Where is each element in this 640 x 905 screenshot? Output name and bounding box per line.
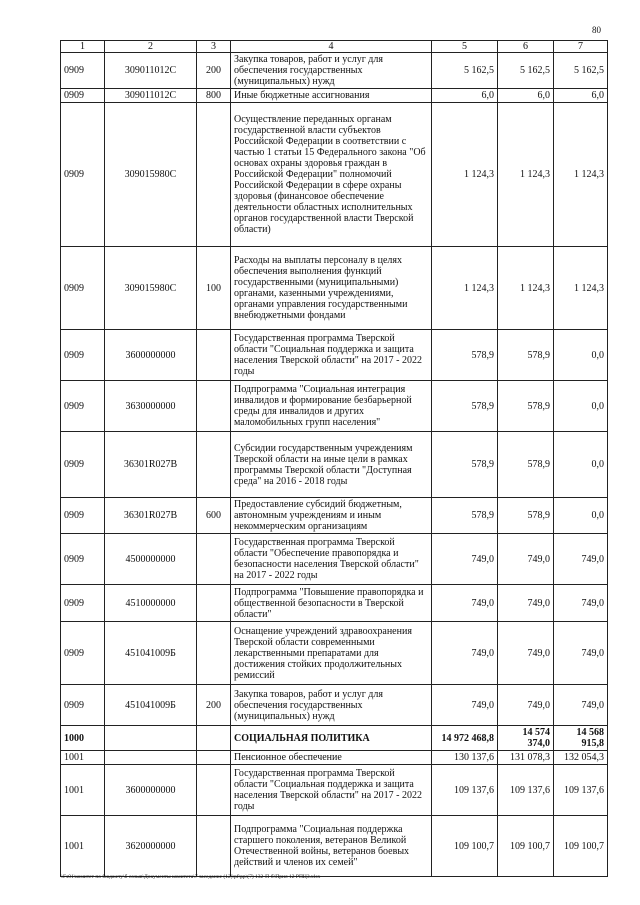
amount-year-2: 6,0 — [498, 89, 554, 103]
amount-year-3: 749,0 — [554, 534, 608, 585]
budget-table — [60, 40, 608, 877]
table-row — [61, 247, 608, 330]
expense-type-code: 800 — [197, 89, 231, 103]
amount-year-1: 6,0 — [432, 89, 498, 103]
column-header: 1 — [61, 41, 105, 53]
amount-year-1: 14 972 468,8 — [432, 726, 498, 751]
expense-type-code — [197, 816, 231, 877]
table-row — [61, 381, 608, 432]
item-name: Расходы на выплаты персоналу в целях обеспечения выполнения функций государственными (муниципальными) органами, казенными учреждениями, органами управления государственными внебюджетными фондами — [231, 247, 432, 330]
table-row — [61, 53, 608, 89]
item-name: Пенсионное обеспечение — [231, 751, 432, 765]
amount-year-3: 749,0 — [554, 622, 608, 685]
amount-year-1: 578,9 — [432, 381, 498, 432]
target-article-code: 3630000000 — [105, 381, 197, 432]
amount-year-3: 749,0 — [554, 685, 608, 726]
target-article-code: 3600000000 — [105, 330, 197, 381]
expense-type-code: 600 — [197, 498, 231, 534]
amount-year-3: 6,0 — [554, 89, 608, 103]
amount-year-1: 1 124,3 — [432, 247, 498, 330]
amount-year-3: 0,0 — [554, 330, 608, 381]
amount-year-3: 1 124,3 — [554, 247, 608, 330]
amount-year-2: 5 162,5 — [498, 53, 554, 89]
table-row — [61, 622, 608, 685]
expense-type-code — [197, 534, 231, 585]
target-article-code: 451041009Б — [105, 685, 197, 726]
section-code: 1000 — [61, 726, 105, 751]
target-article-code: 36301R027B — [105, 498, 197, 534]
target-article-code: 309015980С — [105, 103, 197, 247]
amount-year-3: 0,0 — [554, 498, 608, 534]
table-row-section-total — [61, 726, 608, 751]
target-article-code: 4510000000 — [105, 585, 197, 622]
target-article-code: 451041009Б — [105, 622, 197, 685]
section-code: 1001 — [61, 816, 105, 877]
expense-type-code — [197, 585, 231, 622]
amount-year-2: 749,0 — [498, 685, 554, 726]
expense-type-code — [197, 330, 231, 381]
column-header: 6 — [498, 41, 554, 53]
table-row — [61, 89, 608, 103]
expense-type-code: 200 — [197, 685, 231, 726]
section-code: 0909 — [61, 381, 105, 432]
amount-year-2: 578,9 — [498, 498, 554, 534]
table-row — [61, 816, 608, 877]
expense-type-code — [197, 622, 231, 685]
amount-year-3: 1 124,3 — [554, 103, 608, 247]
item-name: Государственная программа Тверской области "Обеспечение правопорядка и безопасности населения Тверской области" на 2017 - 2022 годы — [231, 534, 432, 585]
section-code: 0909 — [61, 498, 105, 534]
target-article-code — [105, 726, 197, 751]
amount-year-2: 578,9 — [498, 432, 554, 498]
item-name: СОЦИАЛЬНАЯ ПОЛИТИКА — [231, 726, 432, 751]
amount-year-1: 109 137,6 — [432, 765, 498, 816]
amount-year-3: 109 137,6 — [554, 765, 608, 816]
amount-year-2: 109 137,6 — [498, 765, 554, 816]
amount-year-1: 749,0 — [432, 622, 498, 685]
item-name: Субсидии государственным учреждениям Тверской области на иные цели в рамках программы Тверской области "Доступная среда" на 2016 - 2018 годы — [231, 432, 432, 498]
section-code: 0909 — [61, 534, 105, 585]
column-header: 3 — [197, 41, 231, 53]
item-name: Государственная программа Тверской области "Социальная поддержка и защита населения Тверской области" на 2017 - 2022 годы — [231, 330, 432, 381]
table-row — [61, 765, 608, 816]
table-header-row — [61, 41, 608, 53]
expense-type-code: 100 — [197, 247, 231, 330]
item-name: Закупка товаров, работ и услуг для обеспечения государственных (муниципальных) нужд — [231, 685, 432, 726]
section-code: 1001 — [61, 765, 105, 816]
amount-year-1: 749,0 — [432, 685, 498, 726]
item-name: Закупка товаров, работ и услуг для обеспечения государственных (муниципальных) нужд — [231, 53, 432, 89]
amount-year-1: 578,9 — [432, 498, 498, 534]
item-name: Предоставление субсидий бюджетным, автономным учреждениям и иным некоммерческим организациям — [231, 498, 432, 534]
section-code: 0909 — [61, 622, 105, 685]
amount-year-2: 749,0 — [498, 622, 554, 685]
target-article-code: 3600000000 — [105, 765, 197, 816]
item-name: Подпрограмма "Повышение правопорядка и общественной безопасности в Тверской области" — [231, 585, 432, 622]
target-article-code: 4500000000 — [105, 534, 197, 585]
amount-year-2: 749,0 — [498, 534, 554, 585]
amount-year-3: 5 162,5 — [554, 53, 608, 89]
target-article-code: 36301R027B — [105, 432, 197, 498]
amount-year-2: 578,9 — [498, 330, 554, 381]
amount-year-1: 130 137,6 — [432, 751, 498, 765]
table-row — [61, 585, 608, 622]
expense-type-code — [197, 381, 231, 432]
amount-year-1: 578,9 — [432, 330, 498, 381]
item-name: Подпрограмма "Социальная интеграция инвалидов и формирование безбарьерной среды для инвалидов и других маломобильных групп населения" — [231, 381, 432, 432]
target-article-code: 3620000000 — [105, 816, 197, 877]
expense-type-code: 200 — [197, 53, 231, 89]
table-row — [61, 534, 608, 585]
file-path-footer: \\Fs01\комитет по бюджету\б созыв\Документы комитета\7 заседание (12)\рf\рр\(7) 132-П-б\Прил 12 РПЦЗ.xlsx — [60, 874, 321, 880]
amount-year-2: 14 574 374,0 — [498, 726, 554, 751]
expense-type-code — [197, 103, 231, 247]
amount-year-2: 749,0 — [498, 585, 554, 622]
expense-type-code — [197, 726, 231, 751]
column-header: 7 — [554, 41, 608, 53]
table-row — [61, 103, 608, 247]
table-row — [61, 330, 608, 381]
amount-year-3: 0,0 — [554, 432, 608, 498]
amount-year-1: 749,0 — [432, 585, 498, 622]
section-code: 1001 — [61, 751, 105, 765]
section-code: 0909 — [61, 330, 105, 381]
table-row — [61, 685, 608, 726]
amount-year-2: 109 100,7 — [498, 816, 554, 877]
table-row — [61, 751, 608, 765]
amount-year-2: 578,9 — [498, 381, 554, 432]
table-row — [61, 432, 608, 498]
expense-type-code — [197, 765, 231, 816]
expense-type-code — [197, 751, 231, 765]
page-number: 80 — [592, 25, 601, 35]
section-code: 0909 — [61, 103, 105, 247]
amount-year-1: 749,0 — [432, 534, 498, 585]
amount-year-1: 109 100,7 — [432, 816, 498, 877]
amount-year-1: 578,9 — [432, 432, 498, 498]
section-code: 0909 — [61, 247, 105, 330]
amount-year-2: 131 078,3 — [498, 751, 554, 765]
expense-type-code — [197, 432, 231, 498]
column-header: 4 — [231, 41, 432, 53]
section-code: 0909 — [61, 685, 105, 726]
amount-year-3: 0,0 — [554, 381, 608, 432]
table-row — [61, 498, 608, 534]
amount-year-3: 109 100,7 — [554, 816, 608, 877]
item-name: Оснащение учреждений здравоохранения Тверской области современными лекарственными препаратами для достижения стойких продолжительных ремиссий — [231, 622, 432, 685]
section-code: 0909 — [61, 432, 105, 498]
target-article-code: 309015980С — [105, 247, 197, 330]
amount-year-3: 749,0 — [554, 585, 608, 622]
target-article-code: 309011012С — [105, 53, 197, 89]
column-header: 5 — [432, 41, 498, 53]
amount-year-1: 5 162,5 — [432, 53, 498, 89]
amount-year-2: 1 124,3 — [498, 103, 554, 247]
item-name: Государственная программа Тверской области "Социальная поддержка и защита населения Тверской области" на 2017 - 2022 годы — [231, 765, 432, 816]
column-header: 2 — [105, 41, 197, 53]
section-code: 0909 — [61, 585, 105, 622]
item-name: Подпрограмма "Социальная поддержка старшего поколения, ветеранов Великой Отечественной войны, ветеранов боевых действий и членов их семей" — [231, 816, 432, 877]
amount-year-3: 132 054,3 — [554, 751, 608, 765]
section-code: 0909 — [61, 53, 105, 89]
item-name: Иные бюджетные ассигнования — [231, 89, 432, 103]
target-article-code — [105, 751, 197, 765]
amount-year-2: 1 124,3 — [498, 247, 554, 330]
amount-year-3: 14 568 915,8 — [554, 726, 608, 751]
section-code: 0909 — [61, 89, 105, 103]
amount-year-1: 1 124,3 — [432, 103, 498, 247]
target-article-code: 309011012С — [105, 89, 197, 103]
item-name: Осуществление переданных органам государственной власти субъектов Российской Федерации в соответствии с частью 1 статьи 15 Федерального закона "Об основах охраны здоровья граждан в Российской Федерации" полномочий Российской Федерации в сфере охраны здоровья (финансовое обеспечение деятельности областных исполнительных органов государственной власти Тверской области) — [231, 103, 432, 247]
